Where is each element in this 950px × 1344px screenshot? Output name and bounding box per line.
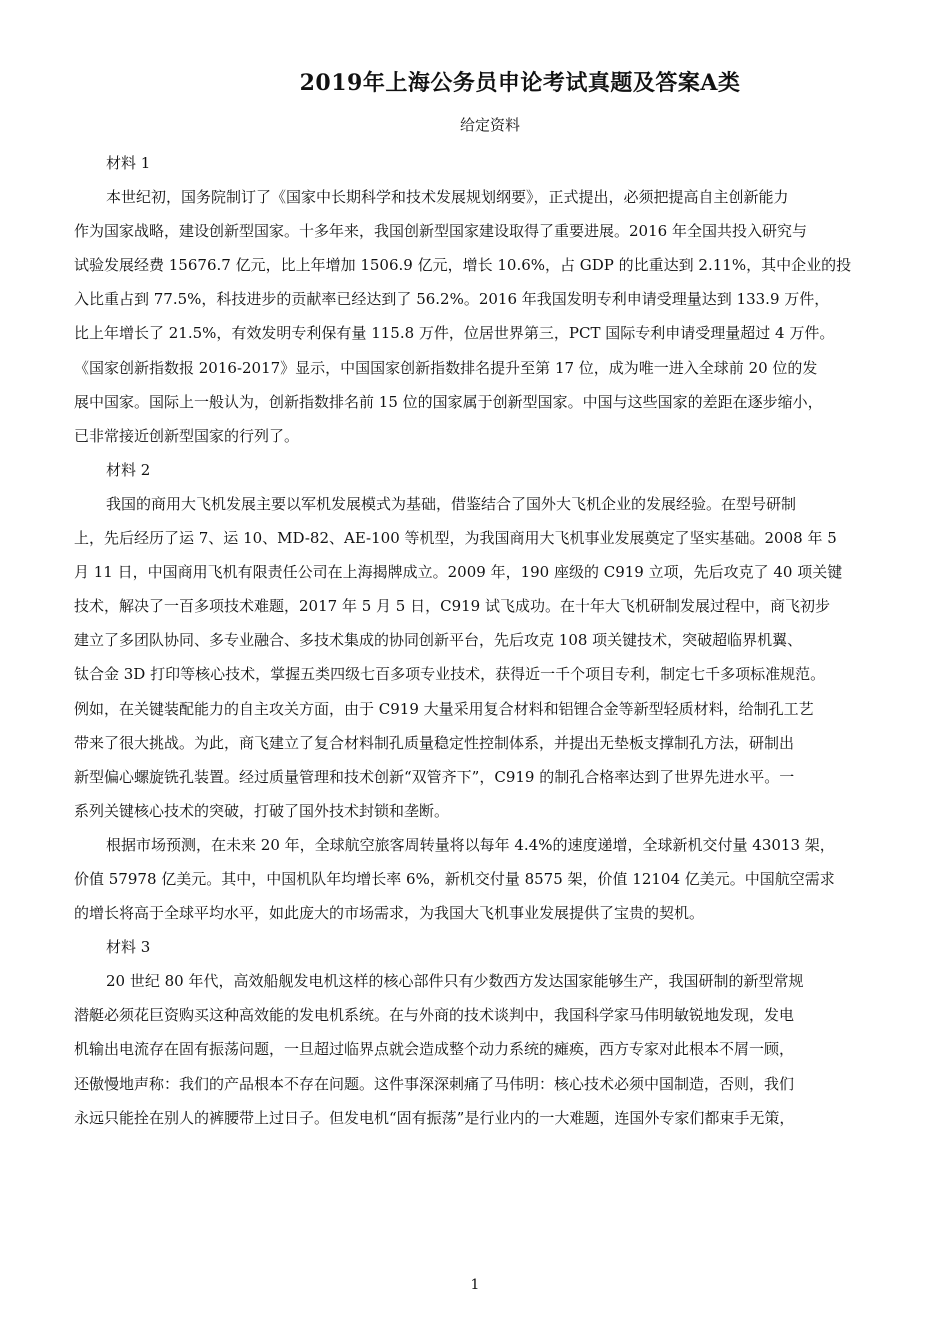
text-line: 月 11 日，中国商用飞机有限责任公司在上海揭牌成立。2009 年，190 座级的 C919 立项，先后攻克了 40 项关键 — [74, 563, 843, 582]
page-number: 1 — [470, 1277, 480, 1293]
text-line: 新型偏心螺旋铣孔装置。经过质量管理和技术创新“双管齐下”，C919 的制孔合格率达到了世界先进水平。一 — [74, 767, 795, 786]
text-line: 带来了很大挑战。为此，商飞建立了复合材料制孔质量稳定性控制体系，并提出无垫板支撑制孔方法，研制出 — [74, 733, 795, 752]
text-line: 建立了多团队协同、多专业融合、多技术集成的协同创新平台，先后攻克 108 项关键技术，突破超临界机翼、 — [74, 631, 803, 650]
text-line: 钛合金 3D 打印等核心技术，掌握五类四级七百多项专业技术，获得近一千个项目专利，制定七千多项标准规范。 — [74, 665, 826, 684]
text-line: 永远只能拴在别人的裤腰带上过日子。但发电机“固有振荡”是行业内的一大难题，连国外专家们都束手无策， — [74, 1108, 795, 1127]
section-heading: 材料 1 — [106, 154, 151, 172]
document-body — [74, 146, 880, 1135]
text-line: 试验发展经费 15676.7 亿元，比上年增加 1506.9 亿元，增长 10.6%，占 GDP 的比重达到 2.11%，其中企业的投 — [74, 256, 852, 275]
text-line: 机输出电流存在固有振荡问题，一旦超过临界点就会造成整个动力系统的瘫痪，西方专家对此根本不屑一顾， — [74, 1040, 795, 1059]
text-line: 本世纪初，国务院制订了《国家中长期科学和技术发展规划纲要》，正式提出，必须把提高自主创新能力 — [106, 188, 789, 207]
text-line: 《国家创新指数报 2016-2017》显示，中国国家创新指数排名提升至第 17 位，成为唯一进入全球前 20 位的发 — [74, 358, 818, 377]
text-line: 系列关键核心技术的突破，打破了国外技术封锁和垄断。 — [74, 801, 450, 820]
text-line: 20 世纪 80 年代，高效船舰发电机这样的核心部件只有少数西方发达国家能够生产，我国研制的新型常规 — [106, 972, 804, 991]
text-line: 入比重占到 77.5%，科技进步的贡献率已经达到了 56.2%。2016 年我国发明专利申请受理量达到 133.9 万件， — [74, 290, 830, 309]
document-title: 2019年上海公务员申论考试真题及答案A类 — [299, 70, 741, 96]
section-heading: 材料 2 — [106, 460, 151, 479]
document-subtitle: 给定资料 — [459, 116, 520, 134]
section-heading: 材料 3 — [106, 938, 151, 957]
text-line: 根据市场预测，在未来 20 年，全球航空旅客周转量将以每年 4.4%的速度递增，全球新机交付量 43013 架， — [106, 835, 835, 854]
text-line: 技术，解决了一百多项技术难题，2017 年 5 月 5 日，C919 试飞成功。在十年大飞机研制发展过程中，商飞初步 — [74, 597, 830, 616]
text-line: 例如，在关键装配能力的自主攻关方面，由于 C919 大量采用复合材料和铝锂合金等新型轻质材料，给制孔工艺 — [74, 699, 814, 718]
text-line: 比上年增长了 21.5%，有效发明专利保有量 115.8 万件，位居世界第三，PCT 国际专利申请受理量超过 4 万件。 — [74, 324, 835, 343]
text-line: 潜艇必须花巨资购买这种高效能的发电机系统。在与外商的技术谈判中，我国科学家马伟明敏锐地发现，发电 — [74, 1006, 795, 1025]
text-line: 展中国家。国际上一般认为，创新指数排名前 15 位的国家属于创新型国家。中国与这些国家的差距在逐步缩小， — [74, 392, 823, 411]
text-line: 的增长将高于全球平均水平，如此庞大的市场需求，为我国大飞机事业发展提供了宝贵的契机。 — [74, 904, 705, 923]
text-line: 我国的商用大飞机发展主要以军机发展模式为基础，借鉴结合了国外大飞机企业的发展经验。在型号研制 — [106, 494, 797, 513]
text-line: 还傲慢地声称：我们的产品根本不存在问题。这件事深深刺痛了马伟明：核心技术必须中国制造，否则，我们 — [74, 1074, 795, 1093]
text-line: 已非常接近创新型国家的行列了。 — [74, 426, 300, 445]
text-line: 价值 57978 亿美元。其中，中国机队年均增长率 6%，新机交付量 8575 架，价值 12104 亿美元。中国航空需求 — [74, 869, 835, 888]
text-line: 上，先后经历了运 7、运 10、MD-82、AE-100 等机型，为我国商用大飞机事业发展奠定了坚实基础。2008 年 5 — [74, 529, 837, 548]
text-line: 作为国家战略，建设创新型国家。十多年来，我国创新型国家建设取得了重要进展。2016 年全国共投入研究与 — [74, 222, 807, 241]
